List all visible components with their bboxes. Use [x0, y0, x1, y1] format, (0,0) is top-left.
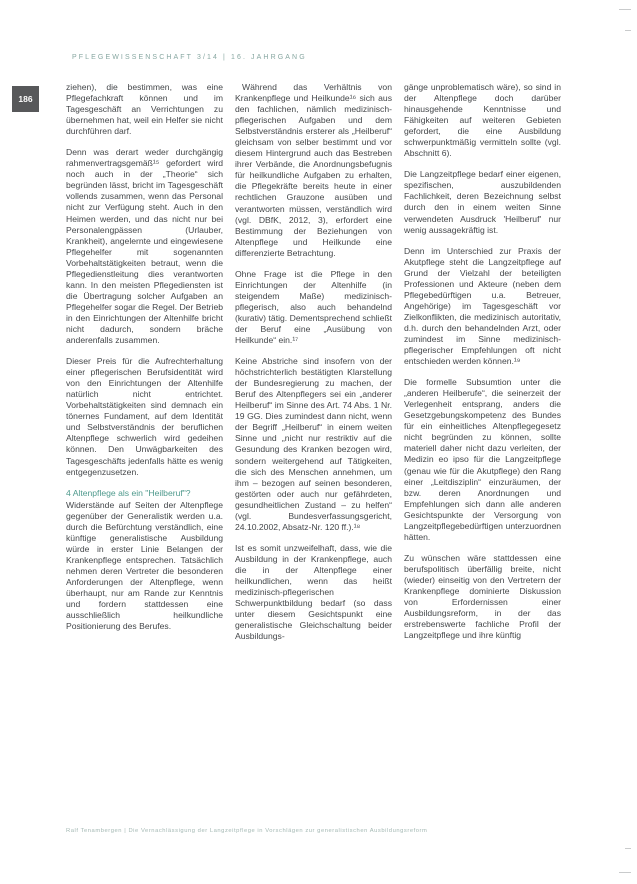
footer-article-credit: Ralf Tenambergen | Die Vernachlässigung der Langzeitpflege in Vorschlägen zur generalistischen Ausbildungsreform: [66, 828, 428, 834]
article-body: [66, 82, 560, 824]
paragraph: Ist es somit unzweifelhaft, dass, wie die Ausbildung in der Krankenpflege, auch die in der Altenpflege einer heilkundlichen, wenn das heißt medizinisch-pflegerischen Schwerpunktbildung bedarf (so dass unter diesem Gesichtspunkt eine generalistische Gleichschaltung beider Ausbildungs-: [235, 542, 392, 642]
paragraph: gänge unproblematisch wäre), so sind in der Altenpflege doch darüber hinausgehende Kenntnisse und Fähigkeiten auf weiteren Gebieten gefordert, die eine Ausbildung schwerpunktmäßig vermitteln sollte (vgl. Abschnitt 6).: [404, 82, 561, 159]
crop-mark-bottom-right: [619, 872, 631, 873]
crop-mark-bottom-right-edge: [625, 848, 631, 849]
crop-mark-top-right-edge: [625, 30, 631, 31]
paragraph: Die Langzeitpflege bedarf einer eigenen, spezifischen, auszubildenden Fachlichkeit, deren Bezeichnung selbst durch den in einem weiten Sinne verwendeten Ausdruck 'Heilberuf' nur wenig aussagekräftig ist.: [404, 169, 561, 235]
paragraph: Ohne Frage ist die Pflege in den Einrichtungen der Altenhilfe (in steigendem Maße) medizinisch-pflegerisch, also auch behandelnd (kurativ) tätig. Dementsprechend schließt der Beruf eine „Ausübung von Heilkunde“ ein.¹⁷: [235, 268, 392, 346]
paragraph: Dieser Preis für die Aufrechterhaltung einer pflegerischen Berufsidentität wird von den Einrichtungen der Altenhilfe natürlich nicht entrichtet. Vorbehaltstätigkeiten sind demnach ein tönernes Fundament, auf dem Identität und Selbstverständnis der beruflichen Altenpflege schwerlich wird gedeihen können. Den Unwägbarkeiten des Tagesgeschäfts jedenfalls hätte es wenig entgegenzusetzen.: [66, 356, 223, 477]
paragraph: ziehen), die bestimmen, was eine Pflegefachkraft können und im Tagesgeschäft an Verrichtungen zu übernehmen hat, weil ein Helfer sie nicht durchführen darf.: [66, 82, 223, 137]
crop-mark-top-right: [619, 9, 631, 10]
paragraph: Denn was derart weder durchgängig rahmenvertragsgemäß¹⁵ gefordert wird noch auch in der „Theorie“ sich begründen lässt, bricht im Tagesgeschäft vollends zusammen, wenn das Personal nicht zur Verfügung steht. Auch in den Heimen werden, und das nicht nur bei Personalengpässen (Urlauber, Krankheit), angelernte und eingewiesene Pflegehelfer mit sogenannten Vorbehaltstätigkeiten betraut, wenn die Pflegedienstleitung dies verantworten kann. In den meisten Pflegediensten ist die Übertragung solcher Aufgaben an Pflegehelfer sogar die Regel. Der Betrieb in den Einrichtungen der Altenhilfe bricht nicht dadurch, sondern bräche anderenfalls zusammen.: [66, 147, 223, 346]
paragraph: Widerstände auf Seiten der Altenpflege gegenüber der Generalistik werden u.a. durch die Befürchtung verständlich, eine künftige generalistische Ausbildung würde in erster Linie Belangen der Krankenpflege entsprechen. Tatsächlich nehmen deren Vertreter die besonderen Anforderungen der Altenpflege, wenn überhaupt, nur am Rande zur Kenntnis und fordern stattdessen eine ausschließlich heilkundliche Positionierung des Berufes.: [66, 499, 223, 632]
page-number-badge: 186: [12, 86, 39, 112]
column-1: [66, 82, 223, 824]
paragraph: Die formelle Subsumtion unter die „anderen Heilberufe“, die seinerzeit der Verlegenheit entsprang, anders die Gesetzgebungskompetenz des Bundes für ein einheitliches Altenpflegegesetz nicht begründen zu können, sollte materiell daher nicht dazu verleiten, der Medizin eo ipso für die Langzeitpflege (genau wie für die Akutpflege) den Rang einer „Leitdisziplin“ einzuräumen, der bzw. deren Anordnungen und Empfehlungen sich dann alle anderen Gesichtspunkte der Versorgung von Langzeitpflegebedürftigen unterzuordnen hätten.: [404, 377, 561, 542]
column-2: [235, 82, 392, 824]
journal-running-header: PFLEGEWISSENSCHAFT 3/14 | 16. JAHRGANG: [72, 54, 307, 61]
paragraph: Zu wünschen wäre stattdessen eine berufspolitisch überfällig breite, nicht (wieder) einseitig von den Vertretern der Krankenpflege dominierte Diskussion von Erfordernissen einer Ausbildungsreform, in der das erstrebenswerte fachliche Profil der Langzeitpflege und ihre künftig: [404, 552, 561, 641]
paragraph: Keine Abstriche sind insofern von der höchstrichterlich bestätigten Klarstellung der Bundesregierung zu machen, der Beruf des Altenpflegers sei ein „anderer Heilberuf“ im Sinne des Art. 74 Abs. 1 Nr. 19 GG. Dies zumindest dann nicht, wenn der Begriff „Heilberuf“ in einem weiten Sinne und „nicht nur restriktiv auf die Gesundung des Kranken bezogen wird, sondern weitergehend auf Tätigkeiten, die sich des Menschen annehmen, um ihm – bezogen auf seinen besonderen, gestörten oder auch nur gefährdeten, gesundheitlichen Zustand – zu helfen“ (vgl. Bundesverfassungsgericht, 24.10.2002, Absatz-Nr. 120 ff.).¹⁸: [235, 356, 392, 532]
paragraph: Während das Verhältnis von Krankenpflege und Heilkunde¹⁶ sich aus den fachlichen, nämlich medizinisch-pflegerischen Aufgaben und dem Selbstverständnis ersterer als „Heilberuf“ gleichsam von selber bestimmt und vor diesem Hintergrund auch das Bestreben ihrer Verbände, die Anordnungsbefugnis für heilkundliche Aufgaben zu erhalten, die Pflegekräfte bereits heute in einer rechtlichen Grauzone ausüben und verantworten müssen, verständlich wird (vgl. DBfK, 2012, 3), erfordert eine Bestimmung der Beziehungen von Altenpflege und Heilkunde eine differenzierte Betrachtung.: [235, 82, 392, 258]
column-3: [404, 82, 561, 824]
paragraph: Denn im Unterschied zur Praxis der Akutpflege steht die Langzeitpflege auf Grund der Vielzahl der beteiligten Professionen und Akteure (neben dem Pflegebedürftigen u.a. Betreuer, Angehörige) im Tagesgeschäft vor Zielkonflikten, die medizinisch autoritativ, d.h. durch den behandelnden Arzt, oder zumindest im Sinne medizinisch-pflegerischer Empfehlungen oft nicht entschieden werden können.¹⁹: [404, 245, 561, 367]
section-heading-4-altenpflege-als-heilberuf: 4 Altenpflege als ein "Heilberuf"?: [66, 487, 191, 498]
